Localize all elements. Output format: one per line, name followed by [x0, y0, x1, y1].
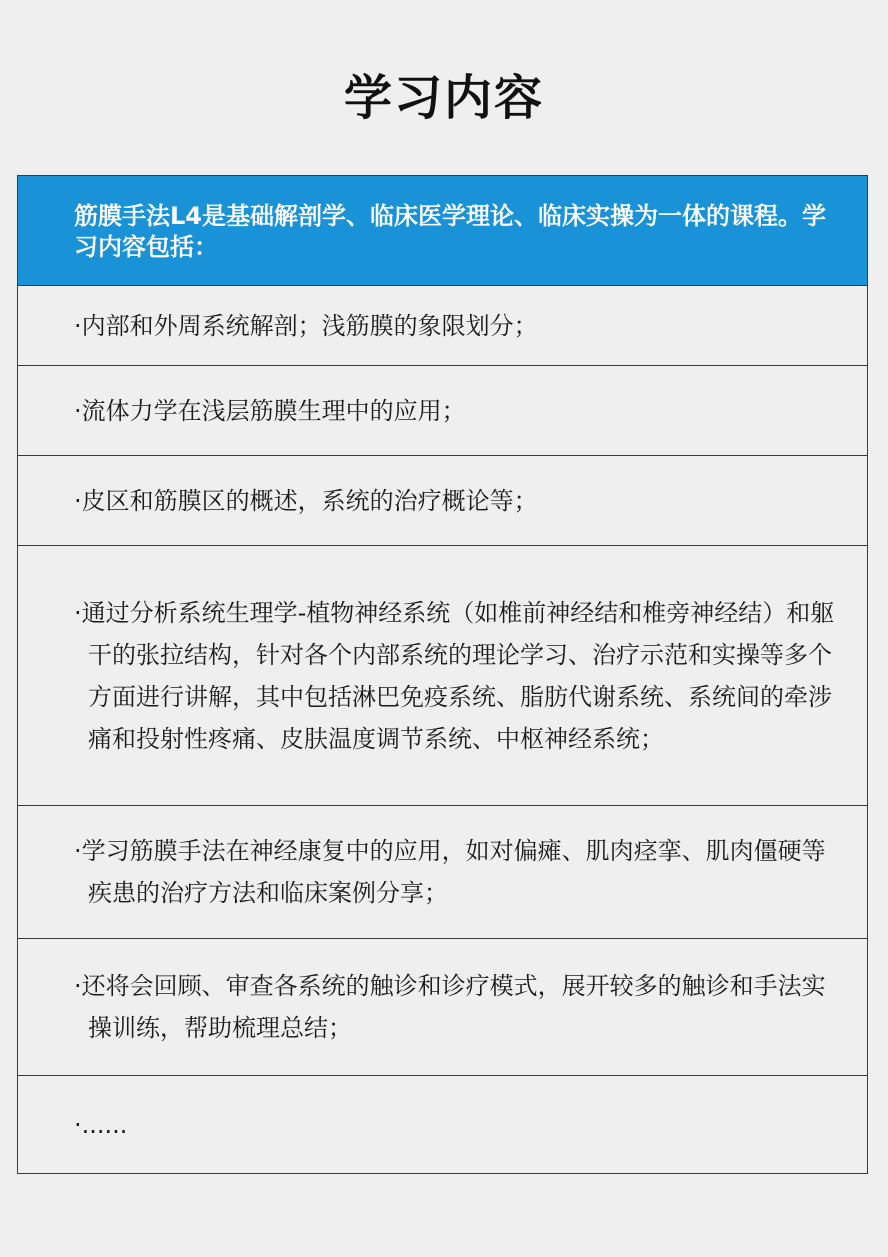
page-title: 学习内容 [343, 70, 544, 126]
list-item-text: ·通过分析系统生理学-植物神经系统（如椎前神经结和椎旁神经结）和躯干的张拉结构，针对各个内部系统的理论学习、治疗示范和实操等多个方面进行讲解，其中包括淋巴免疫系统、脂肪代谢系统、系统间的牵涉痛和投射性疼痛、皮肤温度调节系统、中枢神经系统； [74, 598, 835, 753]
list-item [18, 286, 867, 366]
list-item [18, 806, 867, 939]
intro-header [18, 176, 867, 286]
intro-text: 筋膜手法L4是基础解剖学、临床医学理论、临床实操为一体的课程。学习内容包括： [74, 202, 826, 261]
list-item-text: ·...... [74, 1110, 128, 1139]
list-item [18, 456, 867, 546]
list-item [18, 939, 867, 1076]
list-item [18, 366, 867, 456]
list-item-text: ·内部和外周系统解剖；浅筋膜的象限划分； [74, 311, 538, 340]
list-item-text: ·学习筋膜手法在神经康复中的应用，如对偏瘫、肌肉痉挛、肌肉僵硬等疾患的治疗方法和临床案例分享； [74, 837, 826, 907]
list-item [18, 1076, 867, 1173]
list-item-text: ·皮区和筋膜区的概述，系统的治疗概论等； [74, 486, 538, 515]
content-table [17, 175, 868, 1174]
list-item-text: ·流体力学在浅层筋膜生理中的应用； [74, 396, 466, 425]
list-item-text: ·还将会回顾、审查各系统的触诊和诊疗模式，展开较多的触诊和手法实操训练，帮助梳理总结； [74, 972, 826, 1042]
list-item [18, 546, 867, 806]
